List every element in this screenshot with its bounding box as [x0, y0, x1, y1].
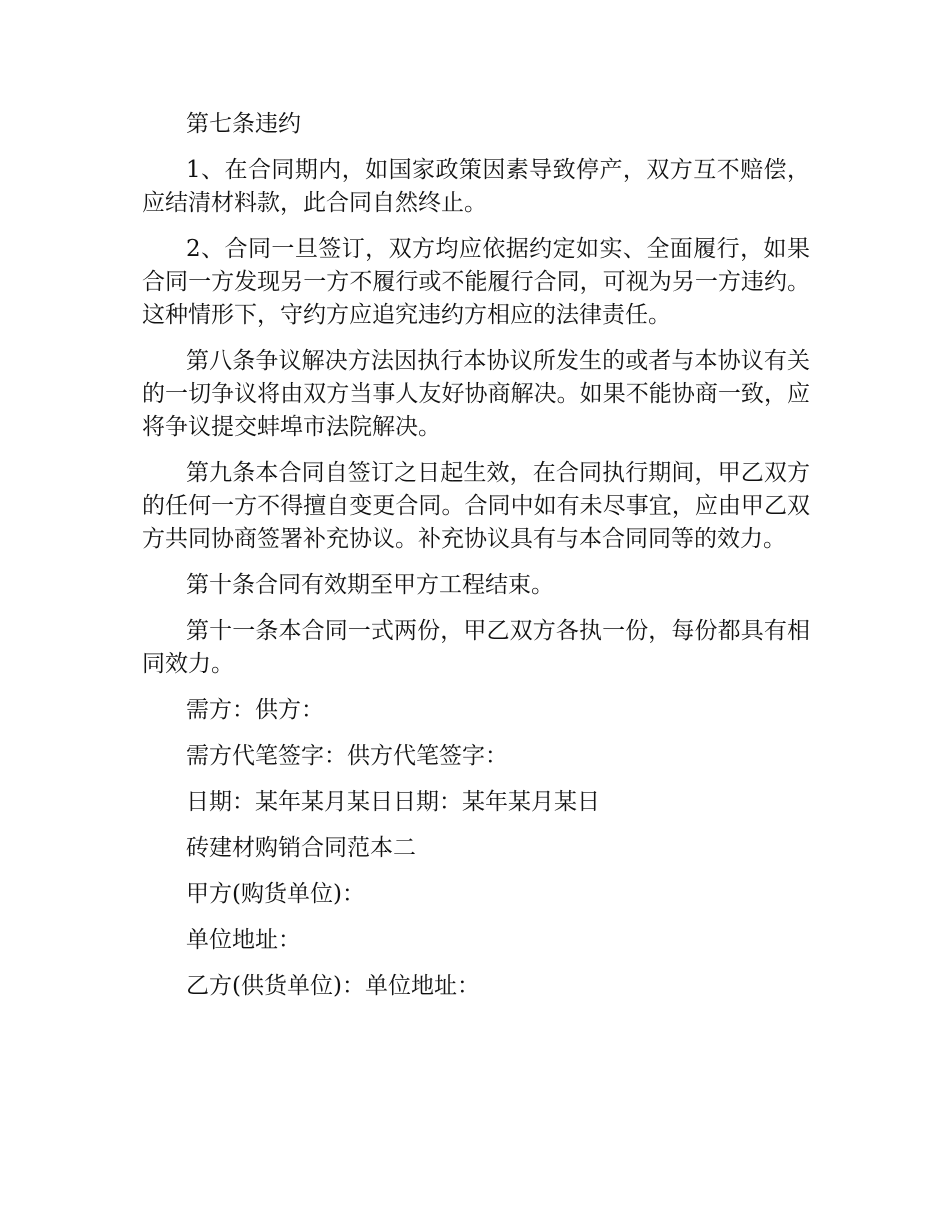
article-7-clause-2: 2、合同一旦签订，双方均应依据约定如实、全面履行，如果合同一方发现另一方不履行或不能履行合同，可视为另一方违约。这种情形下，守约方应追究违约方相应的法律责任。 [142, 236, 810, 328]
template-two-title: 砖建材购销合同范本二 [186, 835, 416, 861]
signature-line: 需方代笔签字：供方代笔签字： [186, 743, 508, 769]
document-body [142, 108, 810, 1016]
article-7-clause-1: 1、在合同期内，如国家政策因素导致停产，双方互不赔偿，应结清材料款，此合同自然终止。 [142, 157, 810, 216]
article-9-effectiveness: 第九条本合同自签订之日起生效，在合同执行期间，甲乙双方的任何一方不得擅自变更合同。合同中如有未尽事宜，应由甲乙双方共同协商签署补充协议。补充协议具有与本合同同等的效力。 [142, 460, 810, 552]
article-8-dispute-resolution: 第八条争议解决方法因执行本协议所发生的或者与本协议有关的一切争议将由双方当事人友好协商解决。如果不能协商一致，应将争议提交蚌埠市法院解决。 [142, 348, 810, 440]
article-11-copies: 第十一条本合同一式两份，甲乙双方各执一份，每份都具有相同效力。 [142, 618, 810, 677]
article-10-validity: 第十条合同有效期至甲方工程结束。 [186, 572, 554, 598]
parties-line: 需方：供方： [186, 697, 324, 723]
party-a-line: 甲方(购货单位)： [186, 881, 365, 907]
unit-address-line: 单位地址： [186, 927, 301, 953]
article-7-heading: 第七条违约 [186, 111, 301, 137]
date-line: 日期：某年某月某日日期：某年某月某日 [186, 789, 600, 815]
party-b-line: 乙方(供货单位)：单位地址： [186, 973, 480, 999]
